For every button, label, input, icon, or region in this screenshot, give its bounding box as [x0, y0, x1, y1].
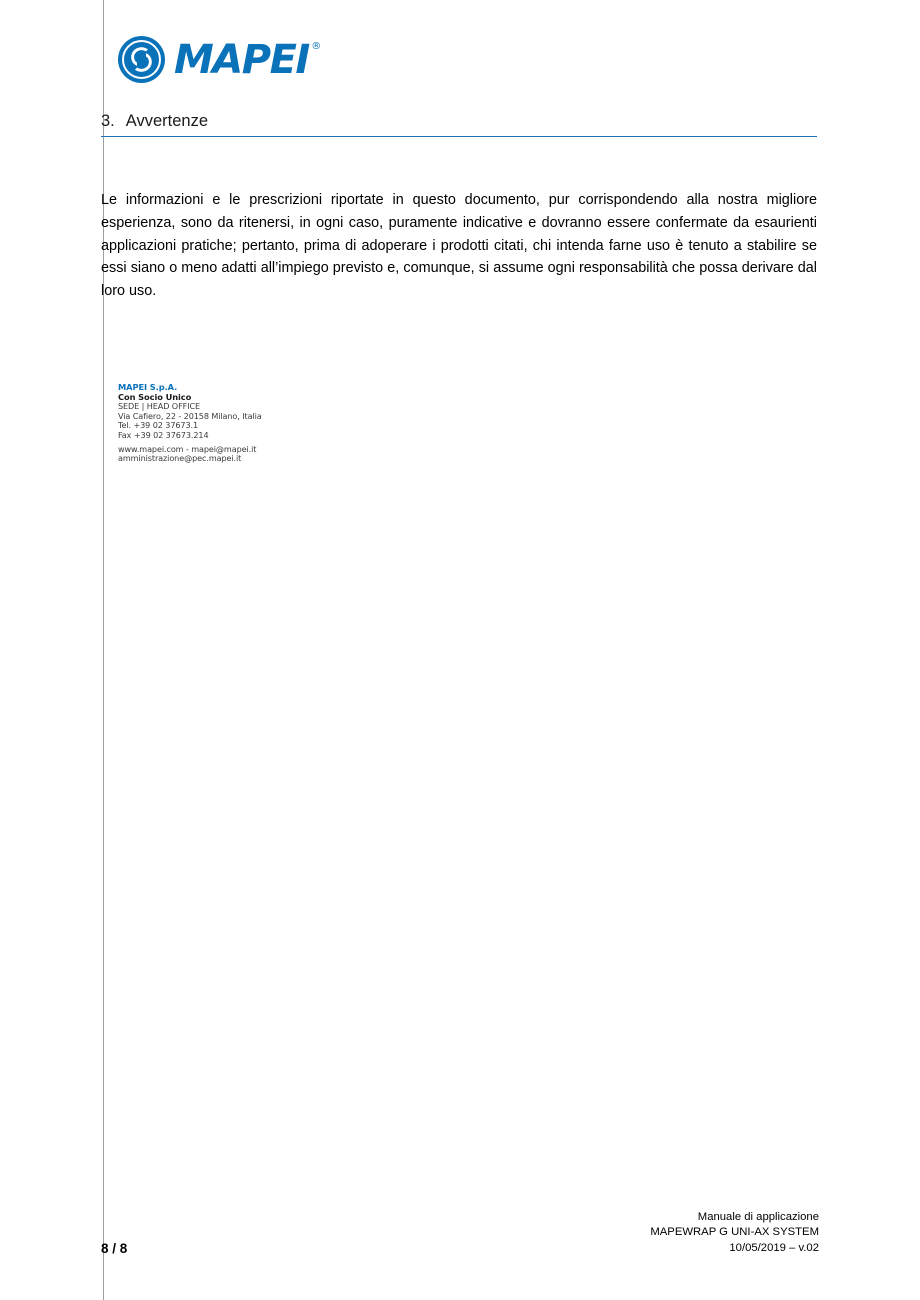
footer-line-version: 10/05/2019 – v.02 — [729, 1241, 819, 1254]
disclaimer-paragraph: Le informazioni e le prescrizioni riportate in questo documento, pur corrispondendo alla nostra migliore esperienza, sono da ritenersi, in ogni caso, puramente indicative e dovranno essere confermate da esaurienti applicazioni pratiche; pertanto, prima di adoperare i prodotti citati, chi intenda farne uso è tenuto a stabilire se essi siano o meno adatti all’impiego previsto e, comunque, si assume ogni responsabilità che possa derivare dal loro uso. — [101, 192, 817, 299]
pec-email: amministrazione@pec.mapei.it — [118, 453, 242, 464]
swirl-glyph — [129, 46, 154, 73]
registered-mark: ® — [311, 40, 320, 52]
street-address: Via Cafiero, 22 - 20158 Milano, Italia — [118, 410, 262, 421]
footer-line-title: Manuale di applicazione — [697, 1210, 819, 1223]
section-number: 3. — [101, 112, 115, 130]
phone-number: Tel. +39 02 37673.1 — [118, 420, 199, 431]
company-name: MAPEI S.p.A. — [118, 382, 178, 392]
footer-meta — [650, 1210, 819, 1257]
office-label: SEDE | HEAD OFFICE — [118, 401, 201, 412]
mapei-swirl-icon — [118, 36, 165, 83]
fax-number: Fax +39 02 37673.214 — [118, 429, 209, 440]
footer-line-system: MAPEWRAP G UNI-AX SYSTEM — [650, 1226, 819, 1238]
mapei-wordmark-text: MAPEI — [174, 36, 309, 83]
company-subtitle: Con Socio Unico — [118, 391, 192, 402]
website-email: www.mapei.com - mapei@mapei.it — [118, 443, 257, 454]
section-title: Avvertenze — [125, 112, 209, 130]
page-number: 8 / 8 — [101, 1241, 128, 1256]
section-heading — [101, 112, 817, 137]
mapei-wordmark — [174, 36, 320, 83]
company-address-block — [118, 383, 262, 464]
mapei-logo — [118, 36, 320, 83]
